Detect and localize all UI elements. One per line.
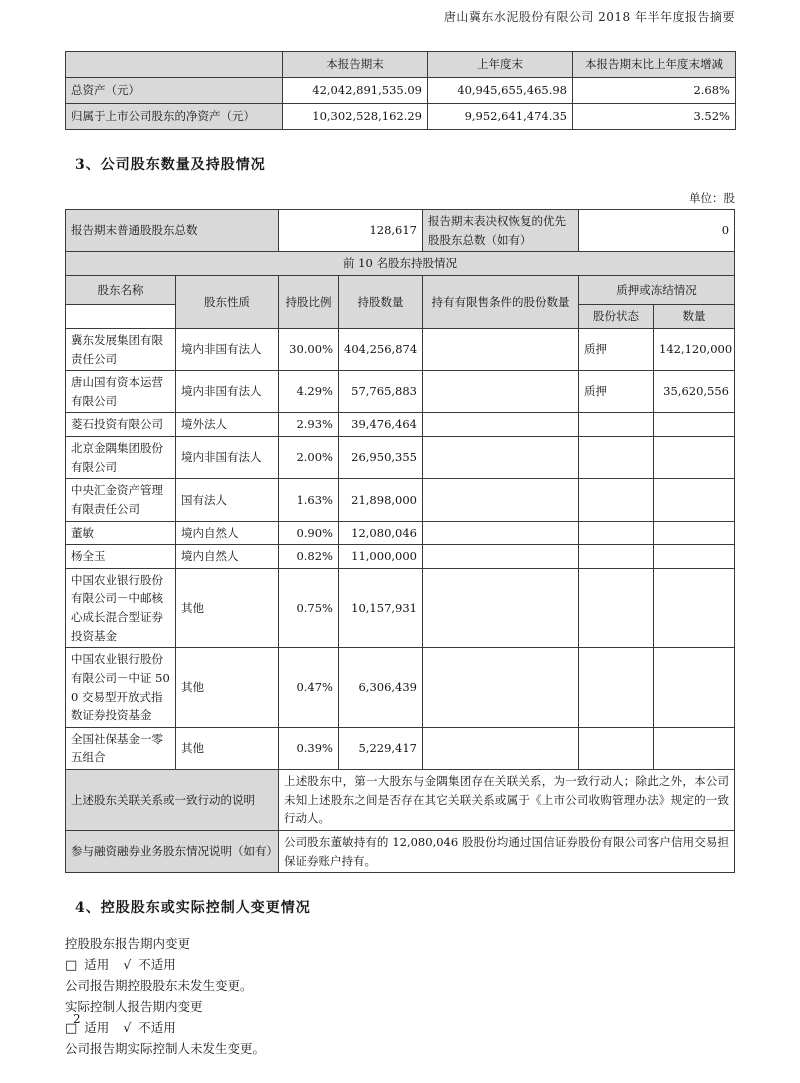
section3-title: 3、公司股东数量及持股情况 <box>75 157 266 173</box>
shareholder-nature: 其他 <box>176 568 279 648</box>
shareholder-nature: 境外法人 <box>176 413 279 437</box>
pledge-status: 质押 <box>579 371 654 413</box>
shareholder-name: 冀东发展集团有限责任公司 <box>66 328 176 370</box>
shareholder-row <box>66 479 735 521</box>
change-header: 本报告期末比上年度末增减 <box>573 52 736 78</box>
check-mark-icon: √ <box>123 1020 132 1036</box>
shareholder-name: 菱石投资有限公司 <box>66 413 176 437</box>
shares-held: 39,476,464 <box>339 413 423 437</box>
restricted-shares <box>423 727 579 769</box>
pledge-status: 质押 <box>579 328 654 370</box>
shares-held: 26,950,355 <box>339 437 423 479</box>
controller-change-choice <box>65 1017 735 1038</box>
pledge-group-header: 质押或冻结情况 <box>579 275 735 304</box>
holding-ratio: 0.47% <box>279 648 339 728</box>
shareholder-row <box>66 413 735 437</box>
top10-title: 前 10 名股东持股情况 <box>66 252 735 276</box>
shareholder-row <box>66 568 735 648</box>
pledge-status <box>579 545 654 569</box>
pledge-amount: 35,620,556 <box>654 371 735 413</box>
shareholder-name: 中国农业银行股份有限公司－中邮核心成长混合型证券投资基金 <box>66 568 176 648</box>
holding-ratio: 0.75% <box>279 568 339 648</box>
table-header-row <box>66 52 736 78</box>
shareholder-name: 董敏 <box>66 521 176 545</box>
pledge-amount-header: 数量 <box>654 304 735 328</box>
check-mark-icon: √ <box>123 957 132 973</box>
margin-trading-text: 公司股东董敏持有的 12,080,046 股股份均通过国信证券股份有限公司客户信用交易担保证券账户持有。 <box>279 830 735 872</box>
shareholder-name: 中央汇金资产管理有限责任公司 <box>66 479 176 521</box>
table-row <box>66 104 736 130</box>
pledge-status <box>579 479 654 521</box>
pledge-status <box>579 648 654 728</box>
shares-held: 10,157,931 <box>339 568 423 648</box>
controller-change-label: 实际控制人报告期内变更 <box>65 999 203 1015</box>
pledge-amount <box>654 479 735 521</box>
total-assets-prior: 40,945,655,465.98 <box>428 78 573 104</box>
shareholders-table <box>65 209 735 873</box>
checkbox-unchecked-icon: □ <box>65 1021 78 1037</box>
related-party-row <box>66 770 735 831</box>
restricted-shares <box>423 479 579 521</box>
shareholder-row <box>66 371 735 413</box>
pledge-amount <box>654 437 735 479</box>
section4-body <box>65 933 735 1059</box>
not-applicable-label: 不适用 <box>138 1020 176 1036</box>
applicable-label: 适用 <box>84 1020 110 1036</box>
applicable-label: 适用 <box>84 957 110 973</box>
net-assets-prior: 9,952,641,474.35 <box>428 104 573 130</box>
holding-ratio: 4.29% <box>279 371 339 413</box>
holding-ratio: 0.82% <box>279 545 339 569</box>
pledge-amount <box>654 727 735 769</box>
pledge-status <box>579 521 654 545</box>
net-assets-current: 10,302,528,162.29 <box>283 104 428 130</box>
name-column-header: 股东名称 <box>66 275 176 304</box>
holding-ratio: 0.39% <box>279 727 339 769</box>
holding-ratio: 2.93% <box>279 413 339 437</box>
restricted-shares <box>423 413 579 437</box>
holder-change-result: 公司报告期控股股东未发生变更。 <box>65 978 253 994</box>
table-row <box>66 78 736 104</box>
common-holders-label: 报告期末普通股股东总数 <box>66 210 279 252</box>
unit-note: 单位：股 <box>689 191 735 205</box>
preferred-holders-value: 0 <box>579 210 735 252</box>
shares-held: 404,256,874 <box>339 328 423 370</box>
not-applicable-label: 不适用 <box>138 957 176 973</box>
nature-column-header: 股东性质 <box>176 275 279 328</box>
shareholder-nature: 境内非国有法人 <box>176 437 279 479</box>
pledge-amount <box>654 521 735 545</box>
restricted-shares <box>423 437 579 479</box>
section4-title: 4、控股股东或实际控制人变更情况 <box>75 900 311 917</box>
margin-trading-label: 参与融资融券业务股东情况说明（如有） <box>66 830 279 872</box>
shareholder-name: 中国农业银行股份有限公司－中证 500 交易型开放式指数证券投资基金 <box>66 648 176 728</box>
shares-held: 21,898,000 <box>339 479 423 521</box>
restricted-column-header: 持有有限售条件的股份数量 <box>423 275 579 328</box>
shareholder-row <box>66 648 735 728</box>
holder-change-choice <box>65 954 735 975</box>
net-assets-change: 3.52% <box>573 104 736 130</box>
shareholder-row <box>66 521 735 545</box>
shares-held: 57,765,883 <box>339 371 423 413</box>
pledge-amount <box>654 545 735 569</box>
restricted-shares <box>423 328 579 370</box>
shareholder-row <box>66 545 735 569</box>
restricted-shares <box>423 648 579 728</box>
current-period-header: 本报告期末 <box>283 52 428 78</box>
shares-column-header: 持股数量 <box>339 275 423 328</box>
controller-change-result: 公司报告期实际控制人未发生变更。 <box>65 1041 266 1057</box>
holding-ratio: 1.63% <box>279 479 339 521</box>
restricted-shares <box>423 568 579 648</box>
checkbox-unchecked-icon: □ <box>65 958 78 974</box>
financial-summary-table <box>65 51 736 130</box>
blank-header-cell <box>66 52 283 78</box>
shareholder-name: 全国社保基金一零五组合 <box>66 727 176 769</box>
top10-title-row <box>66 252 735 276</box>
total-assets-change: 2.68% <box>573 78 736 104</box>
common-holders-value: 128,617 <box>279 210 423 252</box>
related-party-label: 上述股东关联关系或一致行动的说明 <box>66 770 279 831</box>
total-assets-current: 42,042,891,535.09 <box>283 78 428 104</box>
related-party-text: 上述股东中，第一大股东与金隅集团存在关联关系，为一致行动人；除此之外，本公司未知上述股东之间是否存在其它关联关系或属于《上市公司收购管理办法》规定的一致行动人。 <box>279 770 735 831</box>
row-label: 归属于上市公司股东的净资产（元） <box>66 104 283 130</box>
page-number: 2 <box>73 1012 81 1026</box>
shares-held: 6,306,439 <box>339 648 423 728</box>
pledge-amount <box>654 568 735 648</box>
shareholder-nature: 其他 <box>176 648 279 728</box>
pledge-status <box>579 727 654 769</box>
shareholder-nature: 其他 <box>176 727 279 769</box>
column-header-row <box>66 275 735 304</box>
pledge-status-header: 股份状态 <box>579 304 654 328</box>
shareholder-nature: 境内自然人 <box>176 545 279 569</box>
pledge-status <box>579 413 654 437</box>
holding-ratio: 30.00% <box>279 328 339 370</box>
holding-ratio: 2.00% <box>279 437 339 479</box>
pledge-status <box>579 568 654 648</box>
holding-ratio: 0.90% <box>279 521 339 545</box>
shares-held: 5,229,417 <box>339 727 423 769</box>
shareholder-row <box>66 437 735 479</box>
shareholder-nature: 境内自然人 <box>176 521 279 545</box>
shareholder-nature: 境内非国有法人 <box>176 328 279 370</box>
shareholder-row <box>66 328 735 370</box>
name-column-subcell <box>66 304 176 328</box>
restricted-shares <box>423 545 579 569</box>
preferred-holders-label: 报告期末表决权恢复的优先股股东总数（如有） <box>423 210 579 252</box>
shareholder-name: 杨全玉 <box>66 545 176 569</box>
shares-held: 12,080,046 <box>339 521 423 545</box>
margin-trading-row <box>66 830 735 872</box>
restricted-shares <box>423 371 579 413</box>
restricted-shares <box>423 521 579 545</box>
prior-year-header: 上年度末 <box>428 52 573 78</box>
pledge-amount <box>654 648 735 728</box>
shareholder-row <box>66 727 735 769</box>
shareholder-name: 北京金隅集团股份有限公司 <box>66 437 176 479</box>
pledge-status <box>579 437 654 479</box>
row-label: 总资产（元） <box>66 78 283 104</box>
pledge-amount: 142,120,000 <box>654 328 735 370</box>
shareholder-count-row <box>66 210 735 252</box>
shares-held: 11,000,000 <box>339 545 423 569</box>
pledge-amount <box>654 413 735 437</box>
shareholder-name: 唐山国有资本运营有限公司 <box>66 371 176 413</box>
report-title-header: 唐山冀东水泥股份有限公司 2018 年半年度报告摘要 <box>443 10 735 24</box>
ratio-column-header: 持股比例 <box>279 275 339 328</box>
shareholder-nature: 境内非国有法人 <box>176 371 279 413</box>
shareholder-nature: 国有法人 <box>176 479 279 521</box>
holder-change-label: 控股股东报告期内变更 <box>65 936 191 952</box>
